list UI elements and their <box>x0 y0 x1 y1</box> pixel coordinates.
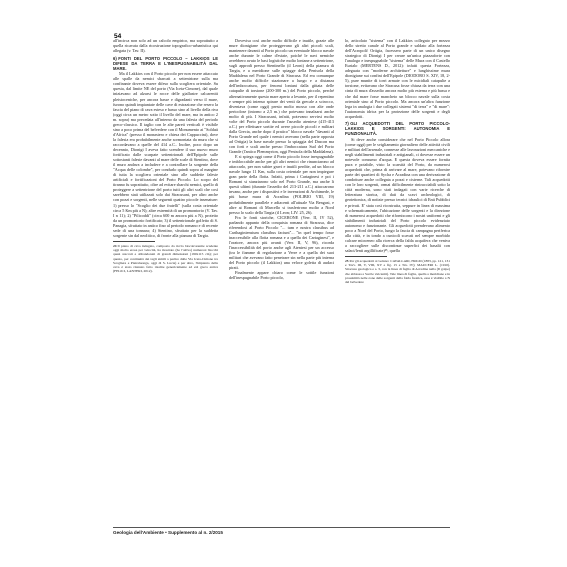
footnote-25 <box>345 259 450 285</box>
text-columns <box>113 38 450 526</box>
section-6-heading <box>113 56 218 71</box>
column-3-paragraph-1: lo, articolato "sistema" con il Lakkios collegato per mezzo dello stretto canale al Porto grande e saldato alla fortezza dell'Acropoli/ Ortigia, facessero parte di un unico disegno strategico di Dionigi I per creare un'unica piazzaforte con l'analogo e inespugnabile "sistema" delle Mura con il Castello Eurialo (MERTENS D., 2012): infatti questa Fortezza, adeguata con "moderne architetture" e lunghissime mura dionigiane sui confini dell'Epipole (DIODORO S. XIV, 18, 2-5), pure munite di torri armate con le micidiali catapulte a torsione, evitavano che Siracusa fosse chiusa da terra con una cinta di mura d'assedio ancora molto più esterna e più bassa e che dal mare fosse mancheto un blocco navale sulla costa orientale sino al Porto piccolo. Ma ancora un'altra funzione lega in analogia i due collegati sistemi "di terra" e "di mare": l'autonomia idrica per la protezione delle sorgenti e degli acquedotti. <box>345 38 450 119</box>
footnote-separator <box>345 256 387 257</box>
footnote-separator <box>113 241 155 242</box>
footnote-25-number: 25 <box>345 258 349 263</box>
section-6-title: FONTI DEL PORTO PICCOLO – LAKKIOS LE DIFESE DA TERRA E L'INESPUGNABILITÀ DAL MARE. <box>113 55 218 71</box>
column-2-paragraph-1: Dovevisa così anche molto difficile e inutile, grazie alle mure dionigiane che proteggevano gli altri piccoli scali, mantenere davanti al Porto piccolo un eventuale blocco navale anche durante le calme d'estate, poiché le navi nemiche avrebbero avuto le basi logistiche molto lontane a settentrione, sugli approdi presso Stentinello (il Leoni) della pianura di Targia, e a meridione sulle spiagge della Penisola della Maddalena nel Porto Grande di Siracusa. Ed era comunque anche molto difficile stazionare a lungo e a distanza dell'imboccatura, per fenomi lontani dalla gittata delle catapulte di torsione (200-300 m.) del Porto piccolo, perché alternativamente questo mare aperto a levante, per il repentino e sempre più intenso spirare dei venti da grecale a scirocco, diventava (come oggi) presto molto mosso con alte onde pericolose (intorno a 2,5 m.) che potevano innalzarsi anche molto di più. I Siracusani, infatti, potevano servirsi molto volte del Porto piccolo durante l'assedio ateniese (415-413 a.C.) per effettuare sortite ed avere piccole piccoli e militari dalla Grecia, anche dopo il pratico" blocco navale "davanti al Porto Grande nel quale i nemici avevano (nella parte opposta ad Ortigia) la base navale presso la spiaggia del Dascon ma con forti e scali anche presso l'imboccatura Sud del Porto Grande (l'antico Plemmyrion, oggi Penisola della Maddalena). <box>229 38 334 155</box>
footnote-24-number: 24 <box>113 243 117 248</box>
footnote-24-text: Il piano di cava indagato, composto da riccia biocalcarenite scadente oggi molto erosa per velocità, ha mostrato (ho l'attivo) numerosi blocchi quasi staccati e abbandonati di grandi dimensioni (190x115 cm); per questo, per continuità dei tagli simili a partire dalle Via Iceta-Cimone tra Scogliera e Pietraluonga, oggi di S. Lucia) e per altro, l'impianto della cava è stato ritenuto fatto risalire genericamente ad età greca antica (FELICI, LANTERI, 2012). <box>113 243 218 274</box>
column-1 <box>113 38 218 526</box>
column-1-paragraph: Ma il Lakkios con il Porto piccolo per non essere attaccato alle spalle da nemici sbarcati a settentrione sulla ma confinante doveva essere difeso sulla scogliera orientale. Su questa, dal limite NE del porto (Via Iceta-Cimone), dal quale iniziavano ad alzarsi le rocce delle giallastre calcareniti pleistoceniche, per ancora basse e digradanti verso il mare, furono quindi impiantate delle cave di estrazione che resero la fascia del piano di cava esteso e basso sino al livello della riva (oggi circa un metro sotto il livello del mare, ma in antico 2 m. sopra) ma precedata all'interno da una falesia del periodo greco-classico. Il taglio con le alte pareti verticali è visibile sino a poco prima del belvedere con il Monumento ai "Soldati d'Africa" (presso il monastero e chiesa dei Cappuccini), dove la falesia era probabilmente anche sormontata da mura che si raccordavano a quelle del 414 a.C.. Inoltre, poco dopo un decennio, Dionigi I aveva fatto scendere il suo nuovo muro fortificato dalle scarpate settentrionali dell'Epipole sulle sottostanti falesie davanti al mare delle scale di Stentino, dove il muro andava a includere e a controllare la sorgente della "Acqua delle colombe", per condurlo quindi sopra al margine di tutta la scogliera orientale sino alle suddette falesie artificiali e fortificazioni del Porto Piccolo. Lo scopo del tiranno fu soprattutto, oltre ad evitare sbarchi nemici, quello di proteggere a settentrione del porto tutti gli altri scali che così sarebbero stati utilizzati solo dai Siracusani, per altro anche con pozzi e sorgenti, nelle seguenti quattro piccole insenature: 1) presso lo "Scoglio dei due fratelli" (sulla costa orientale circa 5 Km più a N); altre estremità di un promontorio (V. Tav. I n 11); 2) "Pilicoddi" (circa 600 m ancora più a N), protetto da un promontorio fortificato; 3) il settentrionale golfetto di S. Panagia, sfruttato in antico fino al periodo romano e di recente sede di una tonnara; 4) Stentino, sfruttato per la suddetta sorgente sin dal neolitico, di fronte alla pianura di Targia. <box>113 71 218 238</box>
footnote-25-text: Per gli acquedotti si vedano: CAVALLARI, HOLM (1883, pp. 121, 131 e Tavv. III, V, VIII, XV e fig. 15 e Tav. IV); MAUCERI L. (1910). Siracusa geologica e s. 3, con la linea di faglia di Acradina nella (Il golpe) che abbassa a Sud le vulcaniti). Tale linea di faglia, quella a meridione e in prossimità nelle zone delle sorgenti della falda freatica, essa è visibile a N del belvedere <box>345 258 450 285</box>
column-3-paragraph-2: Si deve anche considerare che nel Porto Piccolo allora (come oggi) per le svigliamento giornaliero delle attività civili e militari dell'arsenale, connesse alle lavorazioni meccaniche e negli stabilimenti industriali e artigianali, ci dovesse essere un notevole consumo d'acqua. E questa doveva essere fornita pura e potabile, visto la scarsità del Porto, da numerosi acquedotti che, prima di arrivare al mare, potevano rifornire parte dei quartieri di Sycha e Acradina con una derivazione di condotture anche collegata a pozzi e cisterne. Tali acquedotti con le loro sorgenti, ormai difficilmente rintracciabili sotto la città moderna, sono stati indagati con varie ricerche di letteratura storica, di dati da scavi archeologici, di geotettonica, di notizie presso tecnici idraulici di Enti Pubblici e privati. E' stata così ricostruita, seppure in linea di massima e schematicamente, l'ubicazione delle sorgenti e la direzione di numerosi acquedotti che riforniscono i nostri uniformi e gli stabilimenti industriali del Porto piccolo evidenziato autonomo e funzionante. Gli acquedotti prendevano alimento poco a Nord del Porto, lungo la fascia di campagna periferica alla città, e in tondo a cunicoli scavati nel sempre morbido calcare mioceneo alla ricerca della falda acquifera che veniva a raccogliere sulle discontinue superfici dei basalti con salaci/lenti argillificate)²⁵, quella <box>345 136 450 253</box>
column-3 <box>345 38 450 526</box>
footnote-24 <box>113 244 218 274</box>
column-2-paragraph-3: Fra le fonti storiche, CICERONE (Verr. II, IV 52), parlando appunto della conquista romana di Siracusa, dice riferendosi al Porto Piccolo "... tum e nostra classibus ad Carthaginiensium classibus faciunt"... "in quel tempo fosse inaccessibile alla flotta romana e a quella dei Cartaginesi", e l'oratore, ancora più avanti (Verr. II, V, 96), ricorda l'inaccessibilità del porto anche agli Ateniesi per un accesso (tra le fiamme di regolazione a Verre e a quella dei suoi militari che avevano fatto penetrare sin nella parte più interna del Porto piccolo (il Lakkios) una veloce goletta di audaci pirati. <box>229 214 334 271</box>
column-2 <box>229 38 334 526</box>
section-7-number: 7) <box>345 121 349 127</box>
column-1-intro: all'incirca non solo ad un calcolo empirico, ma soprattutto a quella ricavata dalla ricostruzione topografico-urbanistica qui allegata (v. Tav. II). <box>113 38 218 54</box>
section-6-number: 6) <box>113 55 117 61</box>
page-number: 54 <box>114 33 122 40</box>
column-2-paragraph-2: E si spiega oggi come il Porto piccolo fosse inespugnabile e imbloccabile anche per gli altri nemici che rinunciarono ad attaccarlo, per non subire gravi e inutili perdite, ad un blocco navale lungo 11 Km, sulla costa orientale per non impiegare gran parte della flotta. Infatti, prima i Cartaginesi e poi i Romani si stanziarono solo nel Porto Grande, ma anche li questi ultimi (durante l'assedio del 213-211 a.C.) attaccarono invano, anche per i dispositivi e le invenzioni di Archimede, le più basse mura di Acradina (POLIBIO VIII, 19) probabilmente parallele e adiacenti all'attuale Via Bengasi, e altre ai Romani di Marcello si trasferirono molto a Nord presso lo scalo della Targia (il Leon; LIV. 25, 26). <box>229 154 334 215</box>
section-7-heading <box>345 121 450 136</box>
column-2-paragraph-4: Finalmente appare chiaro come le sottile funzioni dell'inespugnabile Porto piccolo, <box>229 270 334 281</box>
page-footer: Geologia dell'Ambiente • Supplemento al n. 2/2015 <box>113 527 450 535</box>
section-7-title: GLI ACQUEDOTTI DEL PORTO PICCOLO-LAKKIOS E SORGENTI: AUTONOMIA E FUNZIONALITÀ. <box>345 121 450 137</box>
